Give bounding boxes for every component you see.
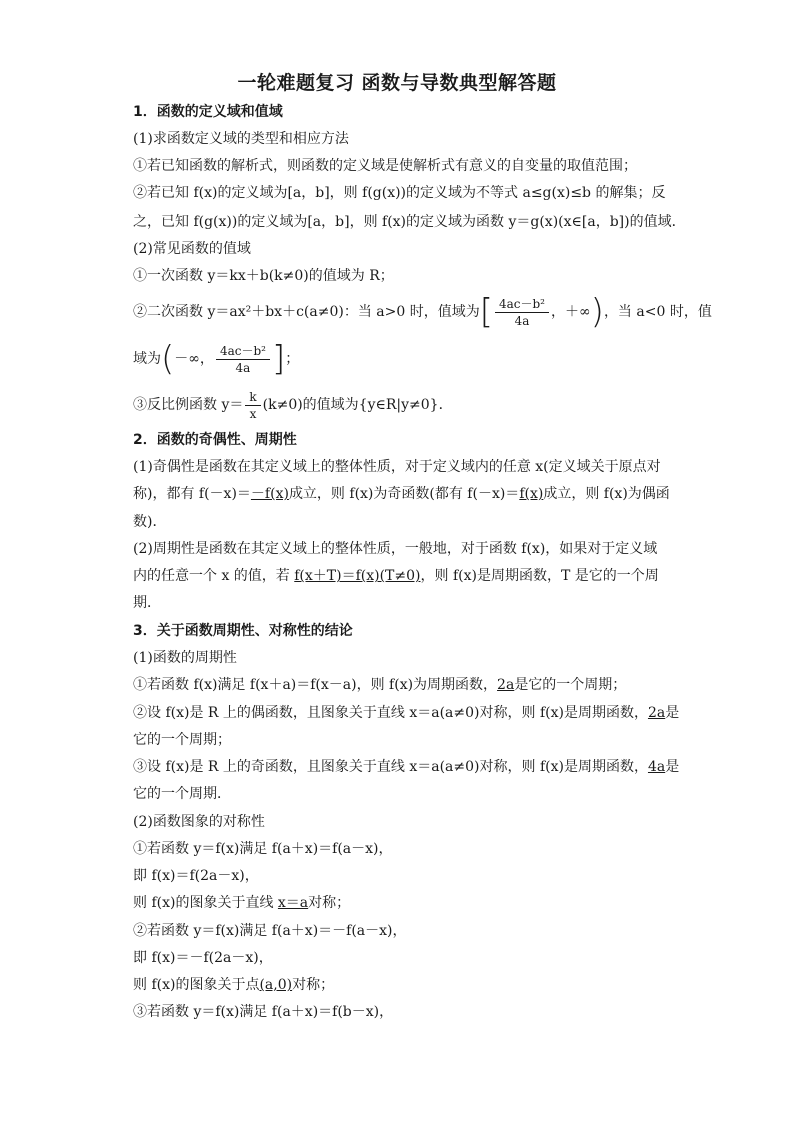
- paragraph: (2)常见函数的值域: [133, 241, 251, 257]
- text-span: ，则 f(x)是周期函数，T 是它的一个周: [420, 568, 659, 584]
- text-span: 则 f(x)的图象关于点: [133, 977, 260, 993]
- paragraph: 它的一个周期．: [133, 786, 231, 802]
- underlined-answer: 2a: [497, 677, 515, 693]
- paragraph: (2)函数图象的对称性: [133, 814, 265, 830]
- text-span: 是它的一个周期；: [514, 677, 627, 693]
- text-span: 域为: [133, 351, 161, 367]
- text-span: 称)，都有 f(－x)＝: [133, 486, 251, 502]
- underlined-answer: 2a: [647, 705, 666, 721]
- section-3-heading: 3．关于函数周期性、对称性的结论: [133, 623, 353, 639]
- paragraph-reciprocal-range: [133, 388, 453, 422]
- paragraph: [133, 703, 679, 723]
- fraction-numerator: 4ac－b²: [216, 343, 270, 360]
- paragraph: ①一次函数 y＝kx＋b(k≠0)的值域为 R；: [133, 268, 394, 284]
- paragraph: (1)奇偶性是函数在其定义域上的整体性质，对于定义域内的任意 x(定义域关于原点对: [133, 459, 661, 475]
- paragraph: 即 f(x)＝f(2a－x)，: [133, 868, 259, 884]
- left-bracket: [: [479, 292, 493, 332]
- text-span: ；: [285, 351, 300, 367]
- underlined-answer: f(x＋T)＝f(x)(T≠0): [294, 568, 421, 584]
- paragraph: ①若函数 y＝f(x)满足 f(a＋x)＝f(a－x)，: [133, 841, 393, 857]
- paragraph: 它的一个周期；: [133, 732, 231, 748]
- paragraph-quadratic-range-negative: [133, 337, 299, 381]
- paragraph: [133, 757, 679, 777]
- paragraph: [133, 484, 670, 504]
- fraction: [245, 389, 260, 422]
- fraction: [216, 343, 270, 376]
- underlined-answer: －f(x): [250, 486, 289, 502]
- text-span: 是: [665, 759, 680, 775]
- paragraph: (2)周期性是函数在其定义域上的整体性质，一般地，对于函数 f(x)，如果对于定义域: [133, 541, 658, 557]
- paragraph: ②若函数 y＝f(x)满足 f(a＋x)＝－f(a－x)，: [133, 923, 407, 939]
- text-span: 是: [665, 705, 680, 721]
- fraction-numerator: 4ac－b²: [495, 296, 549, 313]
- text-span: 内的任意一个 x 的值，若: [133, 568, 295, 584]
- fraction-numerator: k: [245, 389, 260, 406]
- paragraph: [133, 893, 350, 913]
- text-span: ③设 f(x)是 R 上的奇函数，且图象关于直线 x＝a(a≠0)对称，则 f(x)是周期函数，: [133, 759, 648, 775]
- right-paren: ): [590, 292, 604, 332]
- text-span: 对称；: [292, 977, 335, 993]
- text-span: ②设 f(x)是 R 上的偶函数，且图象关于直线 x＝a(a≠0)对称，则 f(x)是周期函数，: [133, 705, 648, 721]
- text-span: ，当 a<0 时，值: [603, 304, 712, 320]
- text-span: ，＋∞: [551, 304, 591, 320]
- underlined-answer: f(x): [519, 486, 544, 502]
- text-span: ②二次函数 y＝ax²＋bx＋c(a≠0)：当 a>0 时，值域为: [133, 304, 480, 320]
- text-span: ①若函数 f(x)满足 f(x＋a)＝f(x－a)，则 f(x)为周期函数，: [133, 677, 498, 693]
- text-span: 成立，则 f(x)为奇函数(都有 f(－x)＝: [288, 486, 520, 502]
- paragraph: ②若已知 f(x)的定义域为[a，b]，则 f(g(x))的定义域为不等式 a≤g(x)≤b 的解集；反: [133, 185, 666, 201]
- fraction: [495, 296, 549, 329]
- text-span: ③反比例函数 y＝: [133, 397, 244, 413]
- paragraph: [133, 566, 659, 586]
- underlined-answer: (a,0): [259, 977, 293, 993]
- paragraph: [133, 675, 626, 695]
- paragraph: (1)函数的周期性: [133, 650, 237, 666]
- paragraph: ①若已知函数的解析式，则函数的定义域是使解析式有意义的自变量的取值范围；: [133, 158, 637, 174]
- text-span: 成立，则 f(x)为偶函: [543, 486, 670, 502]
- paragraph: ③若函数 y＝f(x)满足 f(a＋x)＝f(b－x)，: [133, 1004, 394, 1020]
- paragraph: 之，已知 f(g(x))的定义域为[a，b]，则 f(x)的定义域为函数 y＝g(x)(x∈[a，b])的值域．: [133, 214, 686, 230]
- text-span: 则 f(x)的图象关于直线: [133, 895, 278, 911]
- paragraph: 数)．: [133, 514, 167, 530]
- right-bracket: ]: [271, 339, 286, 379]
- underlined-answer: 4a: [647, 759, 666, 775]
- paragraph: 即 f(x)＝－f(2a－x)，: [133, 950, 273, 966]
- text-span: 对称；: [308, 895, 351, 911]
- paragraph: (1)求函数定义域的类型和相应方法: [133, 131, 349, 147]
- page-title: 一轮难题复习 函数与导数典型解答题: [237, 72, 557, 94]
- fraction-denominator: 4a: [235, 360, 251, 375]
- paragraph-quadratic-range: [133, 290, 712, 334]
- left-paren: (: [161, 339, 175, 379]
- fraction-denominator: 4a: [514, 313, 530, 328]
- section-2-heading: 2．函数的奇偶性、周期性: [133, 432, 297, 448]
- section-1-heading: 1．函数的定义域和值域: [133, 104, 283, 120]
- paragraph: 期．: [133, 595, 161, 611]
- text-span: (k≠0)的值域为{y∈R|y≠0}．: [262, 397, 453, 413]
- underlined-answer: x＝a: [277, 895, 309, 911]
- text-span: －∞，: [174, 351, 214, 367]
- paragraph: [133, 975, 334, 995]
- fraction-denominator: x: [249, 406, 257, 421]
